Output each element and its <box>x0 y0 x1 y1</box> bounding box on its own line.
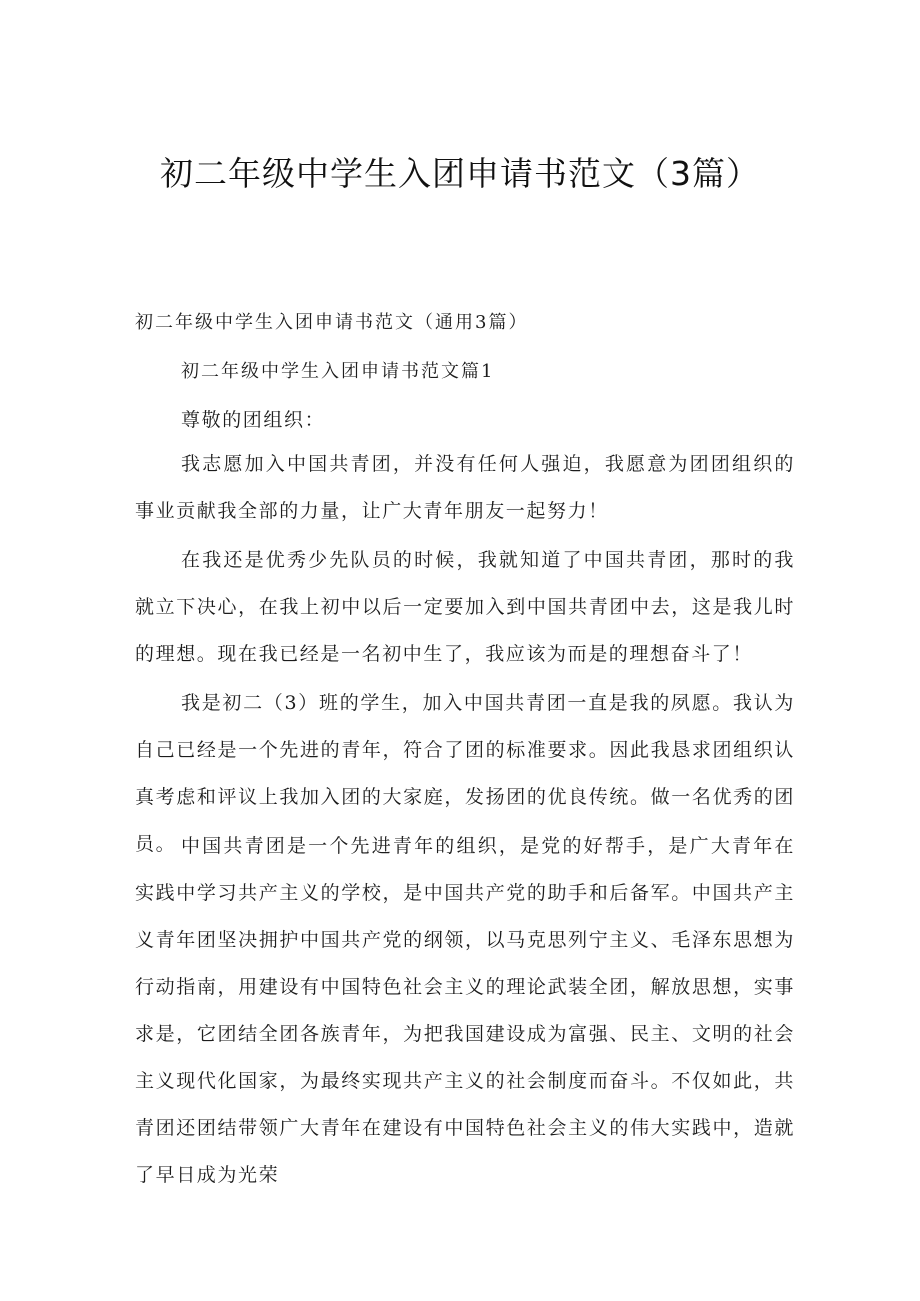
body-paragraph: 我志愿加入中国共青团，并没有任何人强迫，我愿意为团团组织的事业贡献我全部的力量，让广大青年朋友一起努力！ <box>135 453 795 522</box>
document-title: 初二年级中学生入团申请书范文（3篇） <box>160 154 760 193</box>
salutation: 尊敬的团组织： <box>181 409 326 431</box>
document-subtitle: 初二年级中学生入团申请书范文（通用3篇） <box>135 312 529 333</box>
section-heading: 初二年级中学生入团申请书范文篇1 <box>181 361 495 382</box>
body-paragraph: 我是初二（3）班的学生，加入中国共青团一直是我的夙愿。我认为自己已经是一个先进的青年，符合了团的标准要求。因此我恳求团组织认真考虑和评议上我加入团的大家庭，发扬团的优良传统。做一名优秀的团员。 <box>135 692 795 855</box>
body-paragraph: 中国共青团是一个先进青年的组织，是党的好帮手，是广大青年在实践中学习共产主义的学校，是中国共产党的助手和后备军。中国共产主义青年团坚决拥护中国共产党的纲领，以马克思列宁主义、毛泽东思想为行动指南，用建设有中国特色社会主义的理论武装全团，解放思想，实事求是，它团结全团各族青年，为把我国建设成为富强、民主、文明的社会主义现代化国家，为最终实现共产主义的社会制度而奋斗。不仅如此，共青团还团结带领广大青年在建设有中国特色社会主义的伟大实践中，造就了早日成为光荣 <box>135 835 795 1186</box>
body-paragraph: 在我还是优秀少先队员的时候，我就知道了中国共青团，那时的我就立下决心，在我上初中以后一定要加入到中国共青团中去，这是我儿时的理想。现在我已经是一名初中生了，我应该为而是的理想奋斗了！ <box>135 549 795 665</box>
